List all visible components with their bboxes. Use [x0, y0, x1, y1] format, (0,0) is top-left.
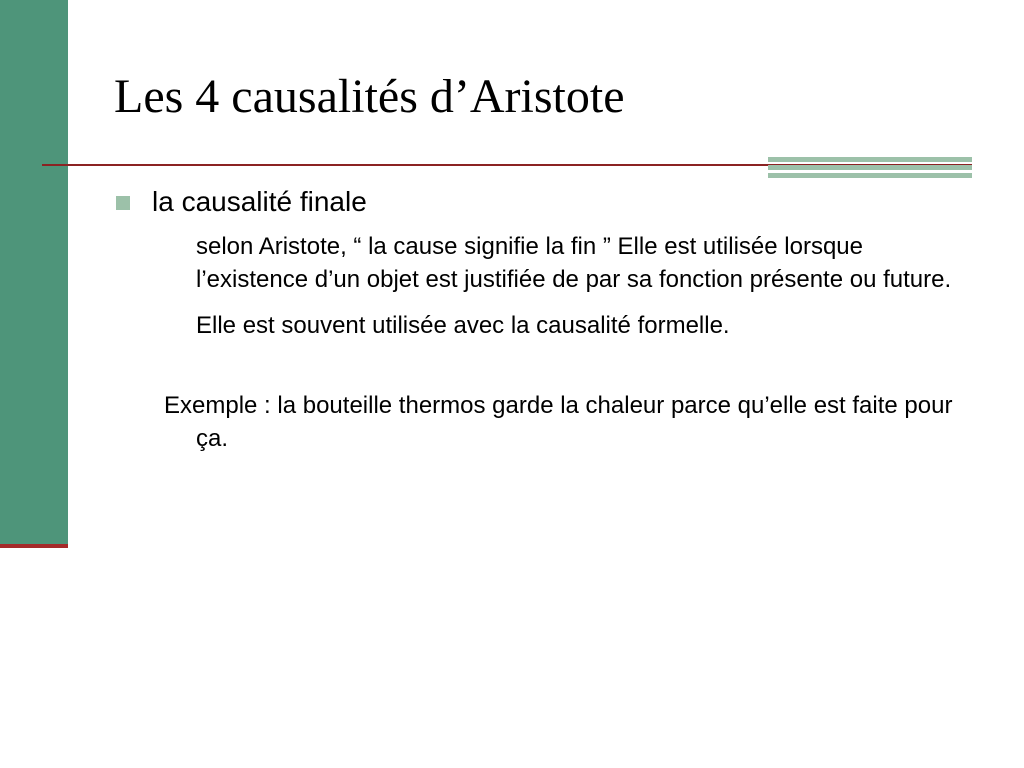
square-bullet-icon	[116, 196, 130, 210]
sub-paragraph: selon Aristote, “ la cause signifie la fin ” Elle est utilisée lorsque l’existence d’un objet est justifiée de par sa fonction présente ou future.	[196, 233, 952, 293]
left-accent-bar-underline	[0, 544, 68, 548]
bullet-label: la causalité finale	[152, 186, 367, 217]
left-accent-bar	[0, 0, 68, 544]
slide-body	[110, 184, 970, 455]
accent-stripe	[768, 165, 972, 170]
example-text: Exemple : la bouteille thermos garde la chaleur parce qu’elle est faite pour ça.	[164, 392, 953, 452]
accent-stripes	[768, 157, 972, 179]
accent-stripe	[768, 157, 972, 162]
slide-title: Les 4 causalités d’Aristote	[114, 70, 625, 123]
bullet-item	[110, 184, 970, 220]
sub-paragraph: Elle est souvent utilisée avec la causalité formelle.	[196, 312, 730, 339]
accent-stripe	[768, 173, 972, 178]
